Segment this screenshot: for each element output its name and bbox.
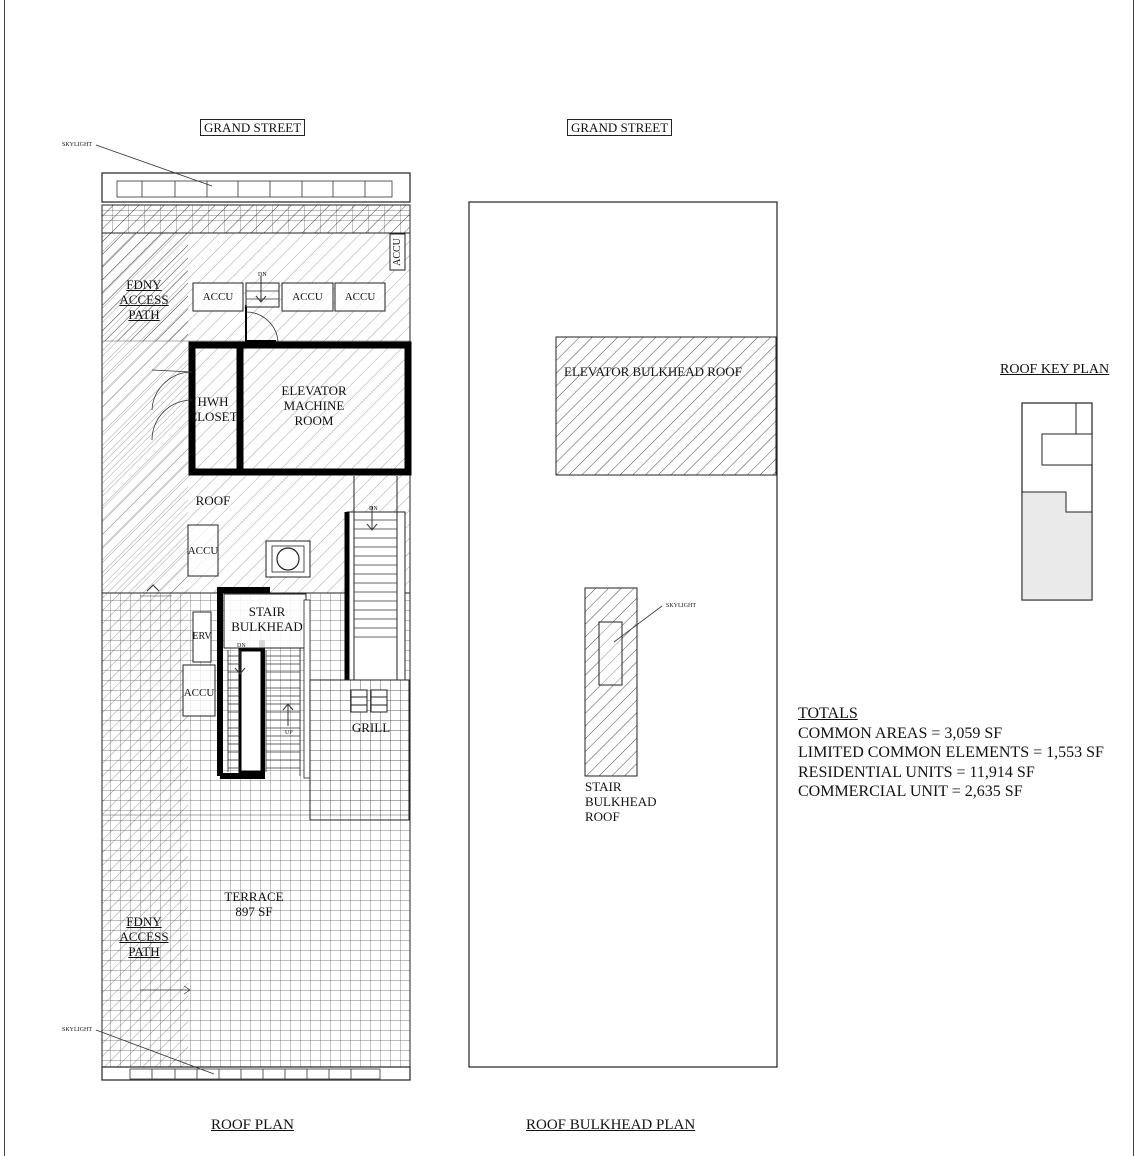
- elevator-machine-room-label: ELEVATOR MACHINE ROOM: [281, 383, 347, 428]
- elevator-bulkhead-roof-area: [556, 337, 776, 475]
- totals-block: [798, 704, 1104, 802]
- skylight-label-bottom: SKYLIGHT: [62, 1027, 92, 1033]
- bulkhead-skylight-label: SKYLIGHT: [666, 603, 696, 609]
- roof-bulkhead-plan-title: ROOF BULKHEAD PLAN: [526, 1117, 696, 1133]
- elevator-bulkhead-roof-label: ELEVATOR BULKHEAD ROOF: [564, 364, 742, 379]
- erv-label: ERV: [192, 631, 212, 642]
- totals-commercial-unit: COMMERCIAL UNIT = 2,635 SF: [798, 783, 1023, 800]
- street-label-roof-plan: GRAND STREET: [200, 119, 305, 136]
- vent: [266, 541, 310, 577]
- stair-bulkhead-roof-label: STAIR BULKHEAD ROOF: [585, 779, 657, 824]
- stair-bulkhead-label: STAIR BULKHEAD: [231, 604, 303, 634]
- top-skylight-strip: [102, 173, 410, 202]
- totals-title: TOTALS: [798, 705, 858, 722]
- street-label-bulkhead-plan: GRAND STREET: [567, 119, 672, 136]
- roof-plan-title: ROOF PLAN: [211, 1117, 294, 1133]
- dn-label-elevator: DN: [258, 272, 267, 278]
- terrace-label: TERRACE 897 SF: [224, 889, 284, 919]
- hwh-closet-label: HWH CLOSET: [188, 394, 238, 424]
- accu-label-3: ACCU: [344, 291, 376, 303]
- fdny-access-path-top: FDNY ACCESS PATH: [119, 277, 169, 322]
- dn-label-bulkhead: DN: [237, 643, 246, 649]
- dn-label-right-stair: DN: [369, 506, 378, 512]
- accu-label-1: ACCU: [202, 291, 234, 303]
- totals-limited-common-elements: LIMITED COMMON ELEMENTS = 1,553 SF: [798, 744, 1104, 761]
- skylight-label-top: SKYLIGHT: [62, 142, 92, 148]
- accu-label-4: ACCU: [187, 545, 219, 557]
- accu-label-6: ACCU: [392, 238, 403, 266]
- accu-label-5: ACCU: [183, 687, 215, 699]
- accu-label-2: ACCU: [292, 291, 323, 303]
- fdny-access-path-bottom: FDNY ACCESS PATH: [119, 914, 169, 959]
- grill-label: GRILL: [351, 720, 391, 735]
- totals-residential-units: RESIDENTIAL UNITS = 11,914 SF: [798, 763, 1035, 781]
- up-label-bulkhead: UP: [285, 730, 293, 736]
- roof-key-plan-title: ROOF KEY PLAN: [1000, 362, 1110, 377]
- totals-common-areas: COMMON AREAS = 3,059 SF: [798, 724, 1003, 742]
- roof-bulkhead-plan: [469, 202, 777, 1067]
- roof-label: ROOF: [195, 493, 231, 508]
- bulkhead-skylight: [599, 622, 622, 685]
- roof-key-plan: [1022, 403, 1092, 600]
